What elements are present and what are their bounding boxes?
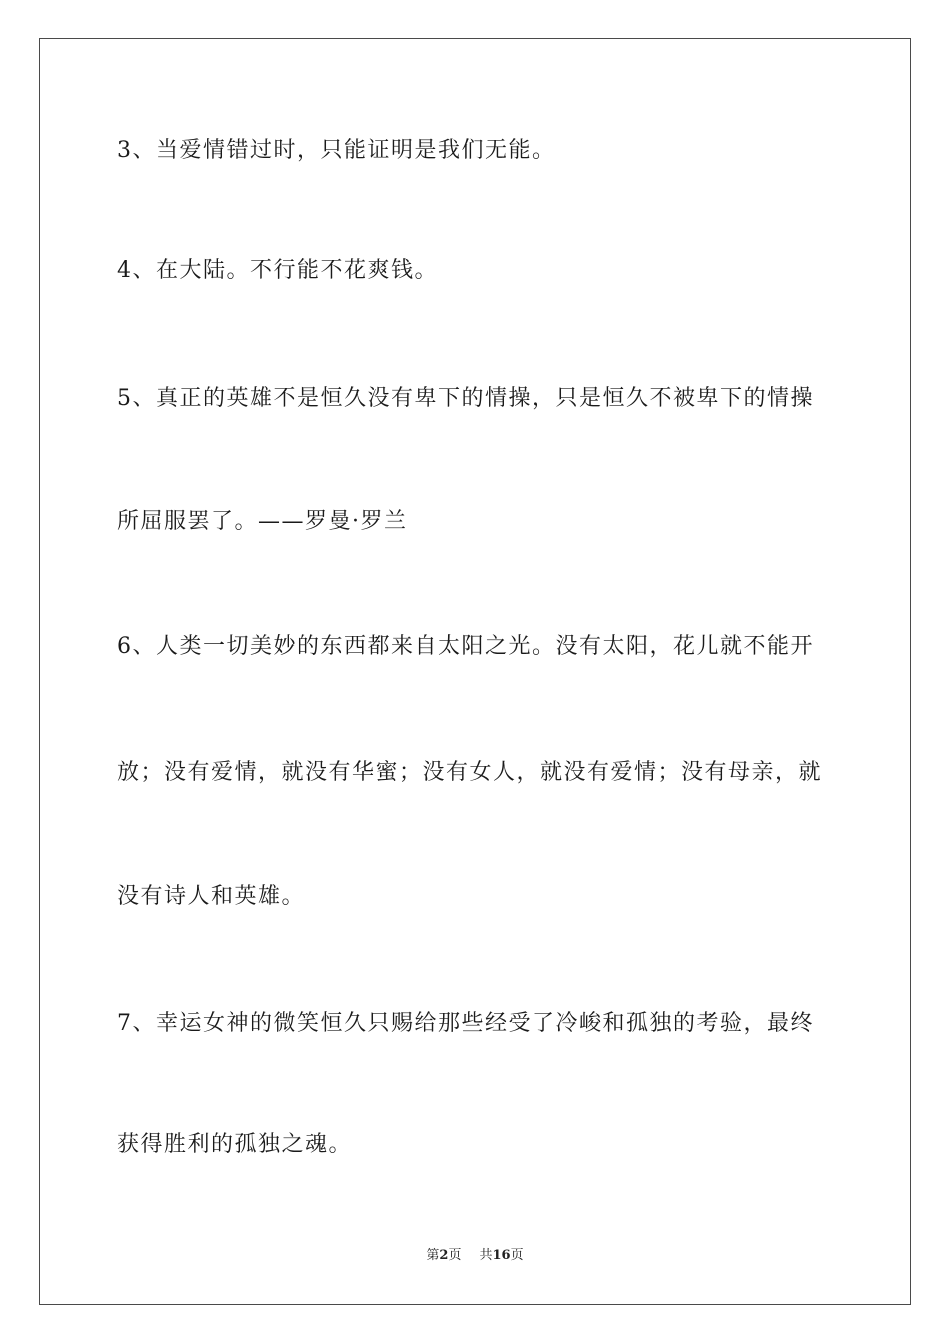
text-line: 放；没有爱情，就没有华蜜；没有女人，就没有爱情；没有母亲，就 <box>117 760 823 785</box>
page-number: 2 <box>439 1248 449 1263</box>
page-footer <box>0 1247 950 1265</box>
text-line: 没有诗人和英雄。 <box>117 884 306 909</box>
text-line: 4、在大陆。不行能不花爽钱。 <box>117 258 438 283</box>
text-line: 7、幸运女神的微笑恒久只赐给那些经受了冷峻和孤独的考验，最终 <box>117 1011 814 1036</box>
text-line: 获得胜利的孤独之魂。 <box>117 1132 353 1157</box>
page-prefix: 第 <box>426 1248 440 1263</box>
total-suffix: 页 <box>510 1248 524 1263</box>
text-line: 3、当爱情错过时，只能证明是我们无能。 <box>117 138 556 163</box>
text-line: 所屈服罢了。——罗曼·罗兰 <box>117 509 408 534</box>
text-line: 6、人类一切美妙的东西都来自太阳之光。没有太阳，花儿就不能开 <box>117 634 814 659</box>
total-prefix: 共 <box>479 1248 493 1263</box>
page-suffix: 页 <box>448 1248 462 1263</box>
page-border <box>39 38 911 1305</box>
total-pages: 16 <box>492 1248 511 1263</box>
text-line: 5、真正的英雄不是恒久没有卑下的情操，只是恒久不被卑下的情操 <box>117 386 814 411</box>
